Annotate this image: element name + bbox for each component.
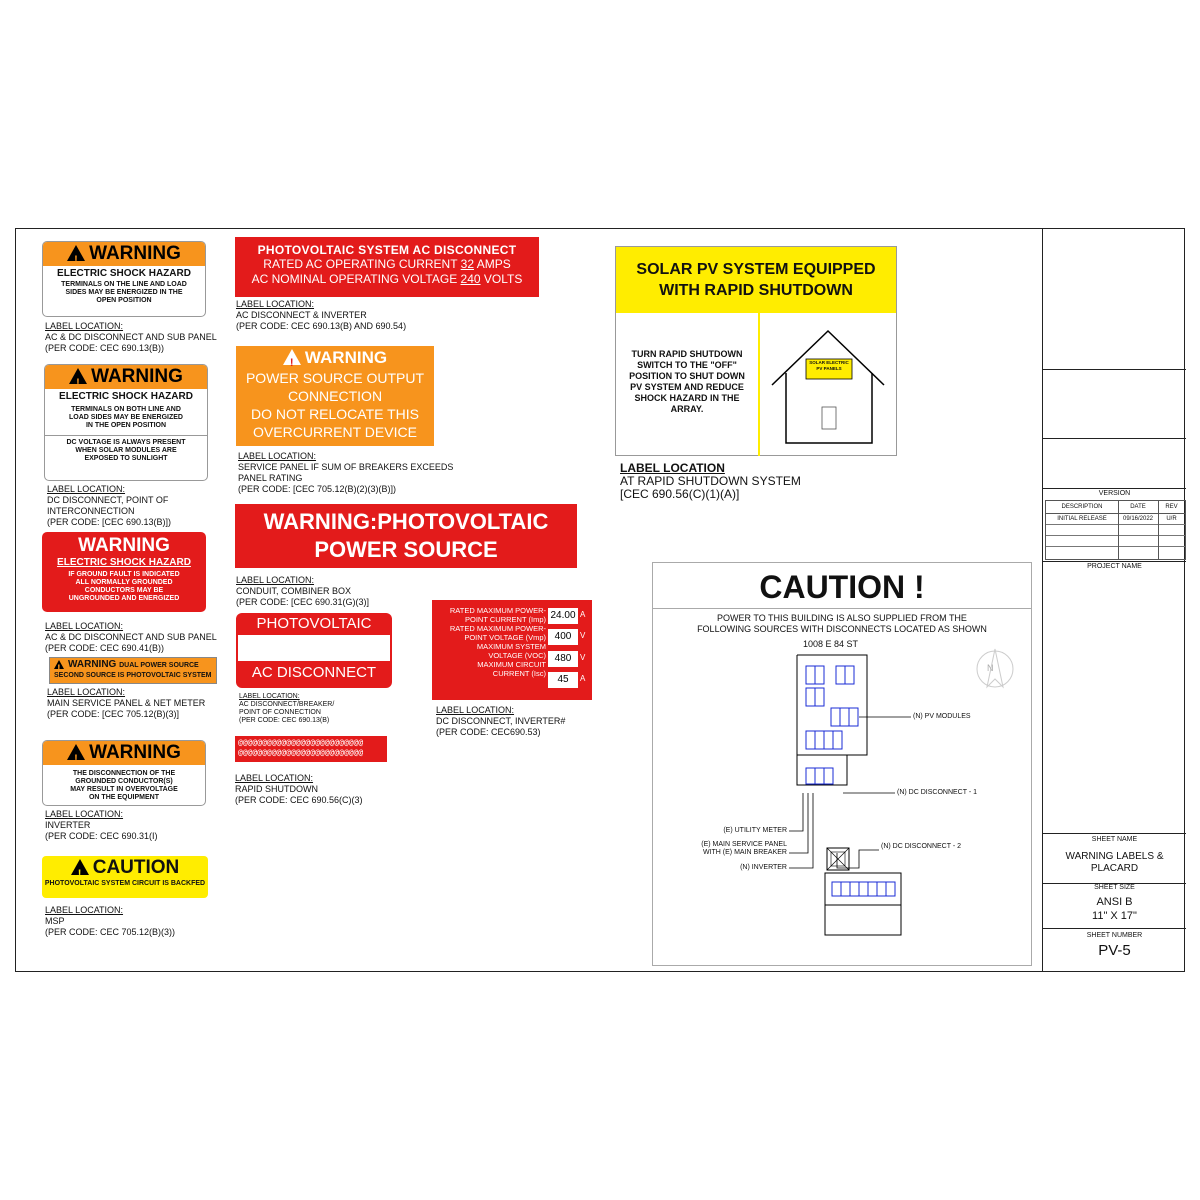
warning-label-ground-fault: WARNING ELECTRIC SHOCK HAZARD IF GROUND FAULT IS INDICATED ALL NORMALLY GROUNDED CONDUCTORS MAY BE UNGROUNDED AND ENERGIZED	[42, 532, 206, 612]
label-location-text: LABEL LOCATION: AC & DC DISCONNECT AND SUB PANEL (PER CODE: CEC 690.13(B))	[45, 321, 217, 353]
solar-pv-rapid-shutdown-label: SOLAR PV SYSTEM EQUIPPED WITH RAPID SHUTDOWN TURN RAPID SHUTDOWN SWITCH TO THE "OFF" POSITION TO SHUT DOWN PV SYSTEM AND REDUCE SHOCK HAZARD IN THE ARRAY. SOLAR ELECTRIC PV PANELS	[615, 246, 897, 456]
warning-photovoltaic-power-source-label: WARNING:PHOTOVOLTAIC POWER SOURCE	[235, 504, 577, 568]
label-location-text: LABEL LOCATION: SERVICE PANEL IF SUM OF BREAKERS EXCEEDS PANEL RATING (PER CODE: [CEC 705.12(B)(2)(3)(B)])	[238, 451, 454, 494]
project-name-label: PROJECT NAME	[1087, 563, 1142, 570]
isc-value: 45	[548, 672, 578, 688]
label-location-text: LABEL LOCATION: INVERTER (PER CODE: CEC 690.31(I)	[45, 809, 158, 841]
label-location-text: LABEL LOCATION: AC DISCONNECT & INVERTER (PER CODE: CEC 690.13(B) AND 690.54)	[236, 299, 407, 331]
warning-triangle-icon	[54, 660, 64, 669]
caution-placard: CAUTION ! POWER TO THIS BUILDING IS ALSO SUPPLIED FROM THE FOLLOWING SOURCES WITH DISCONNECTS LOCATED AS SHOWN 1008 E 84 ST N (N) PV MODULES (N) DC DISCONNECT - 1 (E) UTILITY METER (E) MAIN SERVICE PANEL WITH (E) MAIN BREAKER (N) INVERTER (N) DC DISCONNECT - 2	[652, 562, 1032, 966]
label-location-text: LABEL LOCATION: DC DISCONNECT, INVERTER# (PER CODE: CEC690.53)	[436, 705, 566, 737]
label-location-text: LABEL LOCATION: RAPID SHUTDOWN (PER CODE: CEC 690.56(C)(3)	[235, 773, 363, 805]
label-body-line: SIDES MAY BE ENERGIZED IN THE	[65, 289, 183, 296]
pv-ac-disconnect-rating-label: PHOTOVOLTAIC SYSTEM AC DISCONNECT RATED AC OPERATING CURRENT 32 AMPS AC NOMINAL OPERATING VOLTAGE 240 VOLTS	[235, 237, 539, 297]
warning-triangle-icon	[67, 245, 85, 261]
warning-label-shock-hazard-1	[42, 241, 206, 317]
dc-ratings-label: RATED MAXIMUM POWER- POINT CURRENT (Imp) RATED MAXIMUM POWER- POINT VOLTAGE (Vmp) MAXIMUM SYSTEM VOLTAGE (VOC) MAXIMUM CIRCUIT CURRENT (Isc) 24.00 A 400 V 480 V 45 A	[432, 600, 592, 700]
label-location-text: LABEL LOCATION: DC DISCONNECT, POINT OF INTERCONNECTION (PER CODE: [CEC 690.13(B)])	[47, 484, 172, 527]
photovoltaic-ac-disconnect-label: PHOTOVOLTAIC AC DISCONNECT	[236, 613, 392, 688]
warning-label-shock-hazard-2: !WARNING ELECTRIC SHOCK HAZARD TERMINALS ON BOTH LINE AND LOAD SIDES MAY BE ENERGIZED IN THE OPEN POSITION DC VOLTAGE IS ALWAYS PRESENT WHEN SOLAR MODULES ARE EXPOSED TO SUNLIGHT	[44, 364, 208, 481]
sheet-number: PV-5	[1098, 942, 1131, 959]
label-title: WARNING	[91, 366, 183, 387]
label-location-text: LABEL LOCATION AT RAPID SHUTDOWN SYSTEM [CEC 690.56(C)(1)(A)]	[620, 461, 801, 501]
voc-value: 480	[548, 651, 578, 667]
label-title: WARNING	[89, 243, 181, 264]
callout-utility-meter: (E) UTILITY METER	[723, 827, 787, 834]
warning-triangle-icon	[283, 349, 301, 365]
label-location-text: LABEL LOCATION: AC DISCONNECT/BREAKER/ POINT OF CONNECTION (PER CODE: CEC 690.13(B)	[239, 693, 335, 724]
site-plan-diagram	[653, 563, 1033, 967]
label-subtitle: ELECTRIC SHOCK HAZARD	[59, 391, 193, 402]
label-location-text: LABEL LOCATION: MAIN SERVICE PANEL & NET METER (PER CODE: [CEC 705.12(B)(3)]	[47, 687, 206, 719]
label-location-text: LABEL LOCATION: CONDUIT, COMBINER BOX (PER CODE: [CEC 690.31(G)(3)]	[236, 575, 370, 607]
version-table: DESCRIPTION DATE REV INITIAL RELEASE 09/16/2022 U/R	[1045, 500, 1186, 560]
sheet-name: WARNING LABELS & PLACARD	[1065, 851, 1164, 874]
sheet-number-label: SHEET NUMBER	[1086, 932, 1143, 939]
caution-label-backfed: !CAUTION PHOTOVOLTAIC SYSTEM CIRCUIT IS BACKFED	[42, 856, 208, 898]
north-arrow-icon: N	[987, 663, 994, 673]
site-address: 1008 E 84 ST	[803, 639, 859, 649]
label-subtitle: ELECTRIC SHOCK HAZARD	[57, 557, 191, 568]
sheet-size-label: SHEET SIZE	[1094, 884, 1135, 891]
label-body-line: OPEN POSITION	[96, 297, 152, 304]
label-location-text: LABEL LOCATION: AC & DC DISCONNECT AND SUB PANEL (PER CODE: CEC 690.41(B))	[45, 621, 217, 653]
placard-title: CAUTION !	[759, 569, 925, 605]
warning-triangle-icon	[69, 368, 87, 384]
sheet-size: ANSI B 11" X 17"	[1092, 896, 1137, 922]
warning-label-grounded-conductor: !WARNING THE DISCONNECTION OF THE GROUNDED CONDUCTOR(S) MAY RESULT IN OVERVOLTAGE ON THE EQUIPMENT	[42, 740, 206, 806]
label-subtitle: ELECTRIC SHOCK HAZARD	[57, 268, 191, 279]
callout-main-service-panel: (E) MAIN SERVICE PANEL WITH (E) MAIN BREAKER	[701, 841, 787, 856]
power-source-output-label: !WARNING POWER SOURCE OUTPUT CONNECTION DO NOT RELOCATE THIS OVERCURRENT DEVICE	[236, 346, 434, 446]
callout-inverter: (N) INVERTER	[740, 864, 787, 871]
sheet-name-label: SHEET NAME	[1091, 836, 1138, 843]
rapid-shutdown-small-label: @@@@@@@@@@@@@@@@@@@@@@@@@@ @@@@@@@@@@@@@@@@@@@@@@@@@@	[235, 736, 387, 762]
caution-triangle-icon	[71, 859, 89, 875]
label-location-text: LABEL LOCATION: MSP (PER CODE: CEC 705.12(B)(3))	[45, 905, 176, 937]
callout-pv-modules: (N) PV MODULES	[913, 713, 971, 720]
title-block	[1042, 228, 1185, 972]
callout-dc-disconnect-2: (N) DC DISCONNECT - 2	[881, 843, 961, 850]
house-icon	[766, 327, 890, 447]
callout-dc-disconnect-1: (N) DC DISCONNECT - 1	[897, 789, 977, 796]
imp-value: 24.00	[548, 608, 578, 624]
warning-triangle-icon	[67, 744, 85, 760]
vmp-value: 400	[548, 629, 578, 645]
version-header: VERSION	[1098, 490, 1131, 497]
warning-label-dual-power: !WARNING DUAL POWER SOURCE SECOND SOURCE IS PHOTOVOLTAIC SYSTEM	[49, 657, 217, 684]
label-title: WARNING	[78, 535, 170, 556]
label-body-line: TERMINALS ON THE LINE AND LOAD	[61, 281, 187, 288]
